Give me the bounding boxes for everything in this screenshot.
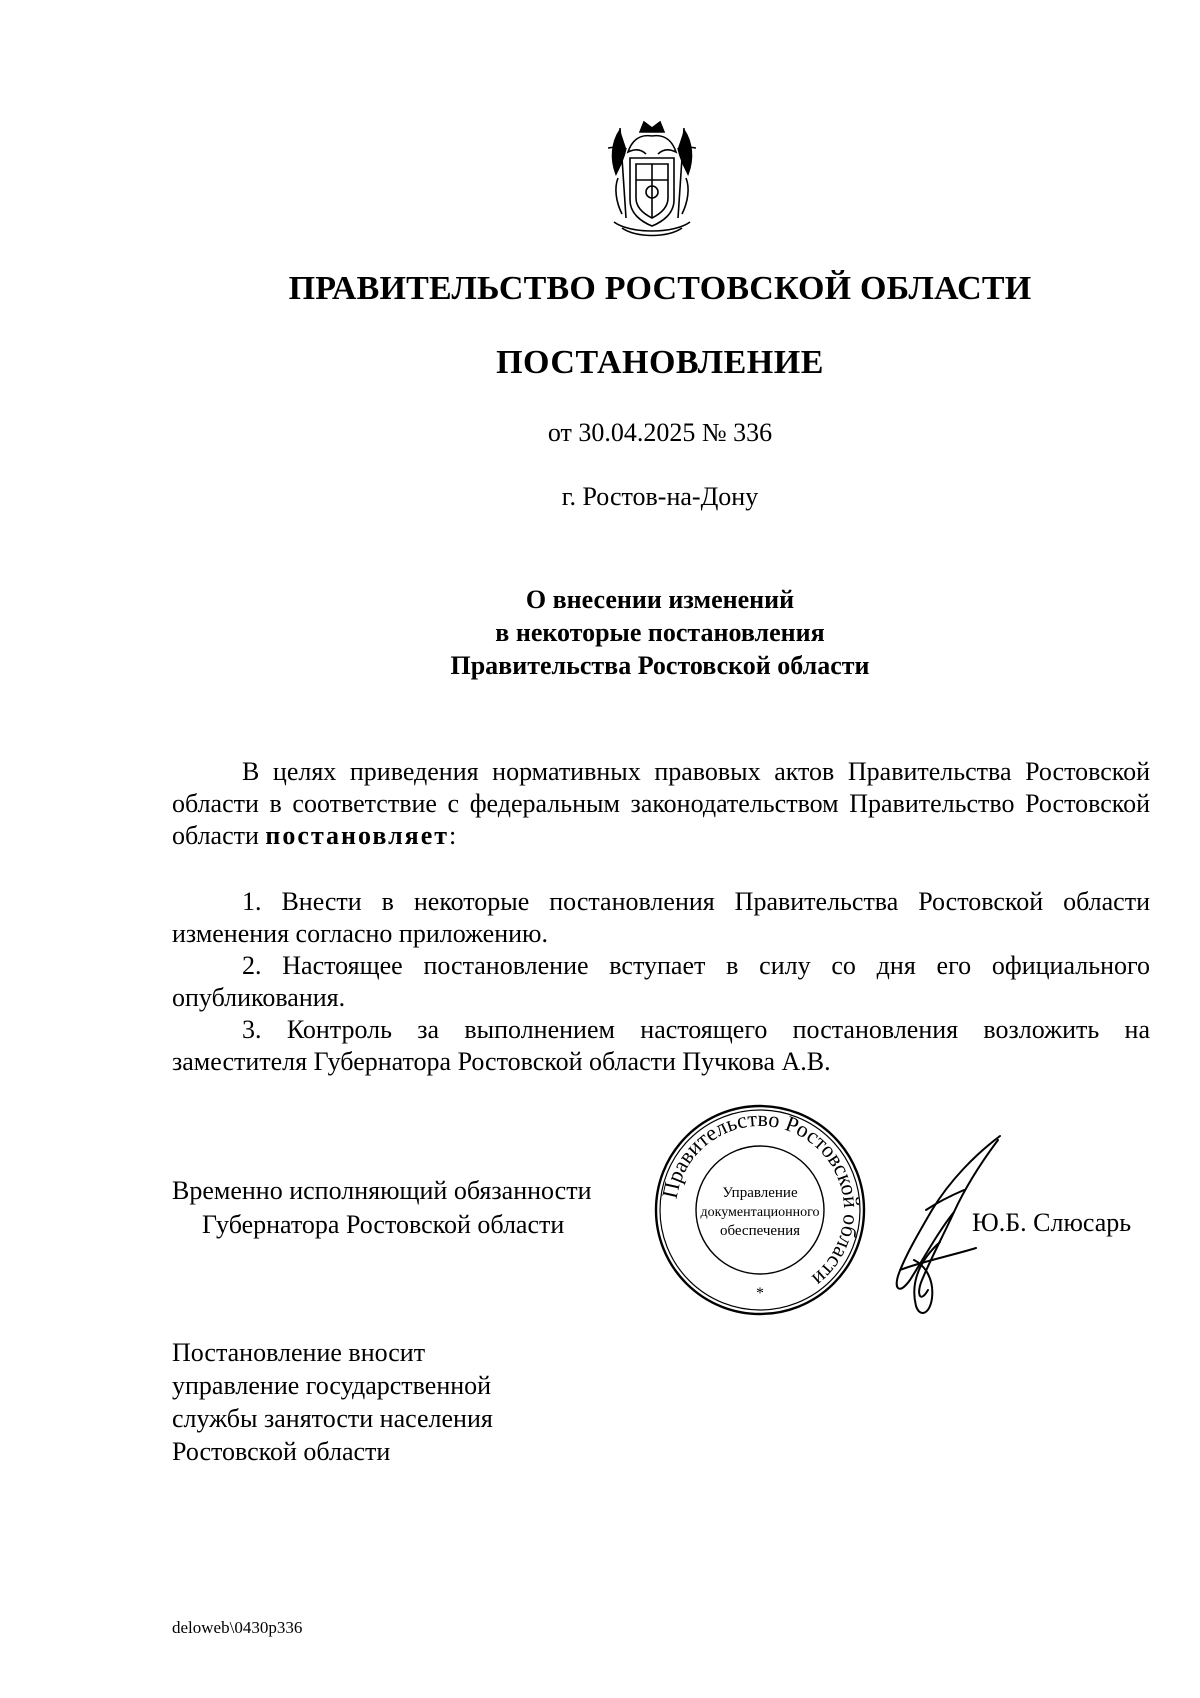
document-date-number: [0, 418, 1200, 448]
signatory-name: Ю.Б. Слюсарь: [972, 1208, 1132, 1237]
preamble-text: В целях приведения нормативных правовых актов Правительства Ростовской области в соответствие с федеральным законодательством Правительство Ростовской области: [172, 757, 1150, 850]
document-city: г. Ростов-на-Дону: [561, 482, 759, 511]
document-date: 30.04.2025: [578, 418, 696, 447]
position-line: Губернатора Ростовской области: [202, 1210, 565, 1239]
organization-title: ПРАВИТЕЛЬСТВО РОСТОВСКОЙ ОБЛАСТИ: [288, 270, 1032, 307]
seal-star: *: [756, 1285, 764, 1302]
signatory-position: [172, 1174, 592, 1242]
coat-of-arms-icon: [600, 118, 704, 242]
seal-inner-text: обеспечения: [719, 1223, 801, 1239]
document-type: ПОСТАНОВЛЕНИЕ: [496, 344, 824, 381]
subject-line: в некоторые постановления: [495, 618, 825, 647]
document-number: 336: [733, 418, 773, 447]
number-sign: №: [701, 418, 727, 447]
seal-outer-text: Правительство Ростовской области: [656, 1105, 865, 1293]
resolution-item: 1. Внести в некоторые постановления Правительства Ростовской области изменения согласно приложению.: [172, 887, 1150, 948]
date-prefix: от: [547, 418, 572, 447]
submitter-line: Постановление вносит: [172, 1338, 426, 1367]
submitter-line: Ростовской области: [172, 1437, 391, 1466]
subject-line: О внесении изменений: [525, 585, 795, 614]
document-subject: [0, 583, 1200, 682]
document-code: deloweb\0430p336: [172, 1618, 303, 1637]
seal-inner-text: Управление: [722, 1185, 798, 1201]
submitter-line: службы занятости населения: [172, 1404, 493, 1433]
seal-inner-text: документационного: [700, 1205, 820, 1220]
position-line: Временно исполняющий обязанности: [172, 1176, 592, 1205]
submitter-note: [172, 1336, 493, 1468]
resolution-keyword: постановляет: [265, 821, 450, 850]
preamble-paragraph: [172, 756, 1150, 852]
preamble-end: :: [449, 821, 457, 850]
resolution-item: 3. Контроль за выполнением настоящего постановления возложить на заместителя Губернатора Ростовской области Пучкова А.В.: [172, 1015, 1150, 1076]
official-seal-icon: [650, 1100, 870, 1320]
subject-line: Правительства Ростовской области: [450, 651, 870, 680]
resolution-item: 2. Настоящее постановление вступает в силу со дня его официального опубликования.: [172, 951, 1150, 1012]
submitter-line: управление государственной: [172, 1371, 492, 1400]
